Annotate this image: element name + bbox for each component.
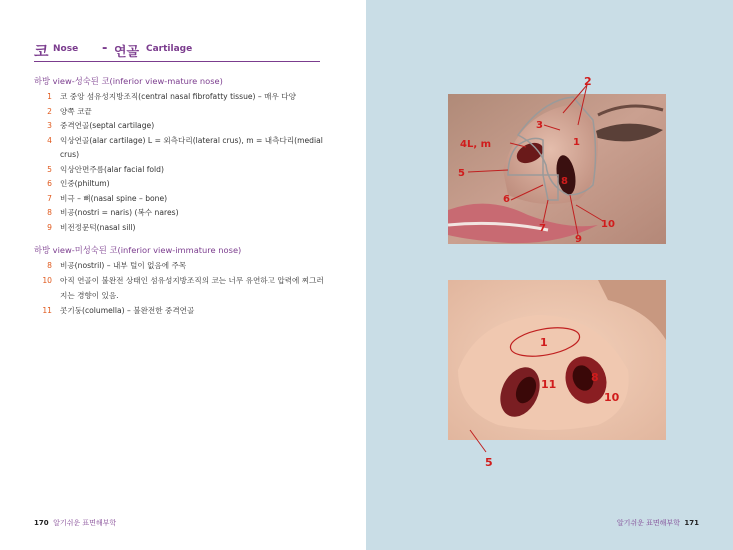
label-3: 3 [536,120,543,131]
label-4lm: 4L, m [460,139,492,150]
label-5-b: 5 [485,456,493,469]
label-5: 5 [458,168,465,179]
label-1-b: 1 [540,336,548,349]
header-ko: 코 [34,42,49,60]
label-10-b: 10 [604,391,620,404]
mature-nose-photo [448,75,728,250]
left-page: 코 Nose - 연골 Cartilage 하방 view-성숙된 코(inferior view-mature nose) 1 코 중앙 섬유성지방조직(central nasal fibrofatty tissue) – 매우 다양 2 양쪽 코끝 3 중격연골(septal cartilage) 4 익상연골(alar cartilage) L = 외측다리(lateral crus), m = 내측다리(medial crus) 5 익상안면주름(alar facial fold) 6 인중(philtum) 7 비극 – 뼈(nasal spine – bone) 8 비공(nostri = naris) (복수 nares) 9 비전정문턱(nasal sill) 하방 view-미성숙된 코(inferior view-immature nose) 8 비공(nostril) – 내부 털이 없음에 주목 10 아직 연골이 불완전 상태인 섬유성지방조직의 코는 너무 유연하고 압력에 찌그러지는 경향이 있음. 11 콧기둥(columella) – 불완전한 중격연골 170 알기쉬운 표면해부학 [0,0,366,550]
label-2: 2 [584,75,592,88]
label-6: 6 [503,194,510,205]
label-7: 7 [539,223,546,234]
label-9: 9 [575,234,582,245]
label-8: 8 [561,176,568,187]
book-title: 알기쉬운 표면해부학 [53,519,117,527]
section-title-mature: 하방 view-성숙된 코(inferior view-mature nose) [34,76,223,86]
chapter-header [34,40,320,62]
header-en-cartilage: Cartilage [146,44,193,54]
immature-nose-photo [448,280,668,475]
page-number: 171 [684,519,699,527]
page-folio-left [34,518,116,528]
page-folio-right [617,518,699,528]
header-dash: - [102,41,108,56]
label-10: 10 [601,219,615,230]
header-ko-cartilage: 연골 [114,45,140,60]
right-page [366,0,733,550]
section-title-immature: 하방 view-미성숙된 코(inferior view-immature nose) [34,245,242,255]
header-en-nose: Nose [53,44,79,54]
book-title: 알기쉬운 표면해부학 [616,519,680,527]
label-8-b: 8 [591,371,599,384]
label-11-b: 11 [541,378,557,391]
page-number: 170 [34,519,49,527]
label-1: 1 [573,137,580,148]
